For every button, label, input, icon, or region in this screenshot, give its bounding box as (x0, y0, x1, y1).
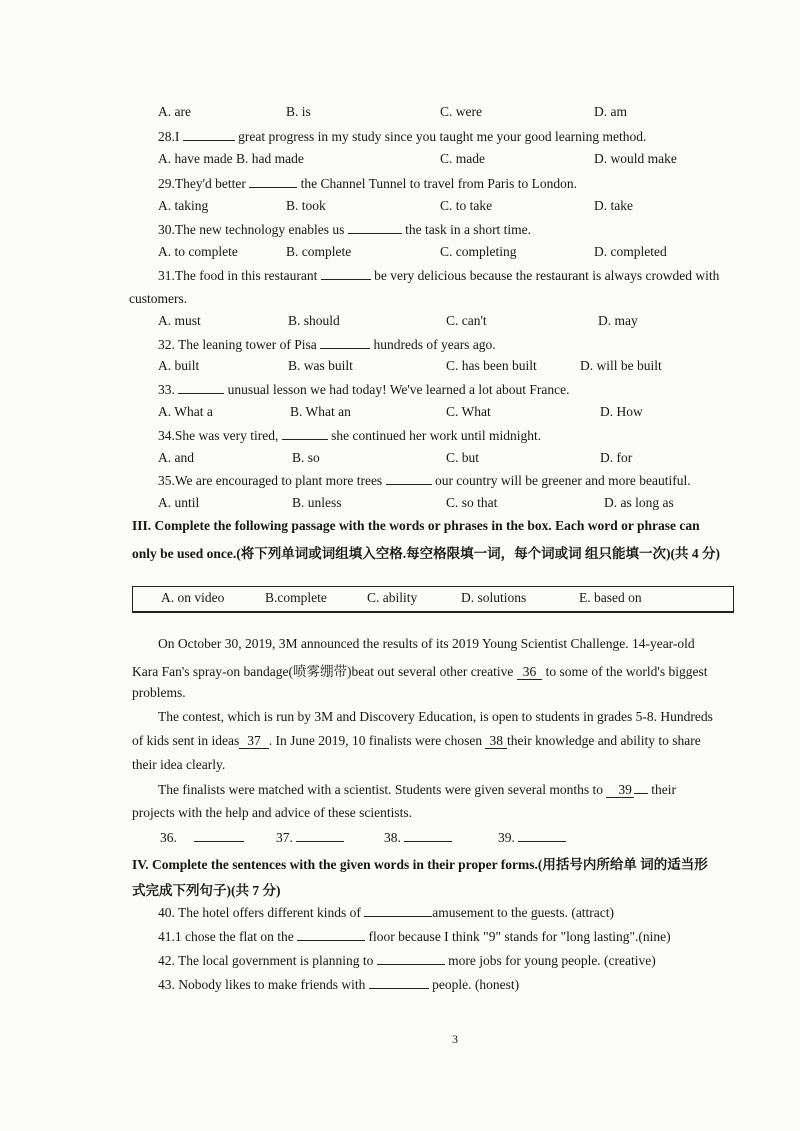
q30-option-d: D. completed (594, 244, 667, 259)
q41-blank (297, 928, 365, 941)
q33-option-d: D. How (600, 404, 643, 419)
blank-38: 38 (485, 733, 507, 749)
passage-p1-line3: problems. (132, 685, 186, 700)
q28-blank (183, 128, 235, 141)
q33-option-b: B. What an (290, 404, 351, 419)
q34-blank (282, 427, 328, 440)
word-box (132, 586, 734, 613)
q32-post: hundreds of years ago. (373, 337, 496, 352)
blank-39-tail (634, 781, 648, 794)
q31-blank (321, 267, 371, 280)
q30-option-c: C. completing (440, 244, 517, 259)
q30-blank (348, 221, 402, 234)
word-box-option-e: E. based on (579, 590, 642, 605)
q35-stem (158, 472, 691, 489)
q35-option-b: B. unless (292, 495, 342, 510)
word-box-option-a: A. on video (161, 590, 225, 605)
q40-pre: 40. The hotel offers different kinds of (158, 905, 361, 920)
section3-heading-line2: only be used once.(将下列单词或词组填入空格.每空格限填一词，每个词或词 组只能填一次)(共 4 分) (132, 546, 720, 561)
q41-post: floor because I think "9" stands for "long lasting".(nine) (368, 929, 671, 944)
q33-blank (178, 381, 224, 394)
q43-pre: 43. Nobody likes to make friends with (158, 977, 366, 992)
word-box-option-c: C. ability (367, 590, 418, 605)
q42-blank (377, 952, 445, 965)
q29-option-a: A. taking (158, 198, 209, 213)
q33-option-c: C. What (446, 404, 491, 419)
answer-39 (498, 829, 566, 846)
q30-option-b: B. complete (286, 244, 352, 259)
q34-option-a: A. and (158, 450, 194, 465)
q31-post: be very delicious because the restaurant is always crowded with (374, 268, 720, 283)
passage-p2-pre: of kids sent in ideas (132, 733, 240, 748)
passage-p2-line1: The contest, which is run by 3M and Discovery Education, is open to students in grades 5-8. Hundreds (158, 709, 713, 724)
q43-post: people. (honest) (432, 977, 520, 992)
answer-39-blank (518, 829, 566, 842)
passage-p2-post: their knowledge and ability to share (506, 733, 701, 748)
q34-option-c: C. but (446, 450, 480, 465)
answer-38-label: 38. (384, 830, 401, 845)
q27-option-a: A. are (158, 104, 191, 119)
q33-stem (158, 381, 570, 398)
passage-p3-line1 (158, 781, 676, 798)
q32-option-b: B. was built (288, 358, 353, 373)
q29-pre: 29.They'd better (158, 176, 246, 191)
q31-pre: 31.The food in this restaurant (158, 268, 318, 283)
q42 (158, 952, 656, 969)
q32-option-d: D. will be built (580, 358, 662, 373)
q43-blank (369, 976, 429, 989)
q28-post: great progress in my study since you taught me your good learning method. (238, 129, 647, 144)
q35-option-d: D. as long as (604, 495, 674, 510)
answer-36-blank (194, 829, 244, 842)
answer-37-blank (296, 829, 344, 842)
q31-option-d: D. may (598, 313, 638, 328)
q27-option-d: D. am (594, 104, 627, 119)
passage-p2-line3: their idea clearly. (132, 757, 226, 772)
q33-option-a: A. What a (158, 404, 213, 419)
q35-post: our country will be greener and more beautiful. (434, 473, 691, 488)
q28-option-c: C. made (440, 151, 485, 166)
q27-option-c: C. were (440, 104, 482, 119)
blank-37: 37 (239, 733, 269, 749)
answer-38-blank (404, 829, 452, 842)
q28-option-ab: A. have made B. had made (158, 151, 304, 166)
q42-pre: 42. The local government is planning to (158, 953, 374, 968)
q32-stem (158, 336, 496, 353)
q31-continuation: customers. (129, 291, 188, 306)
passage-p3-line2: projects with the help and advice of these scientists. (132, 805, 413, 820)
answer-37-label: 37. (276, 830, 293, 845)
q27-option-b: B. is (286, 104, 311, 119)
q28-pre: 28.I (158, 129, 180, 144)
answer-39-label: 39. (498, 830, 515, 845)
q42-post: more jobs for young people. (creative) (448, 953, 656, 968)
word-box-option-b: B.complete (265, 590, 327, 605)
q34-stem (158, 427, 541, 444)
section3-heading-line1: III. Complete the following passage with the words or phrases in the box. Each word or phrase can (132, 518, 700, 533)
q31-option-a: A. must (158, 313, 201, 328)
passage-p2-mid: . In June 2019, 10 finalists were chosen (268, 733, 483, 748)
q34-pre: 34.She was very tired, (158, 428, 279, 443)
q29-option-c: C. to take (440, 198, 493, 213)
q32-blank (320, 336, 370, 349)
q30-pre: 30.The new technology enables us (158, 222, 345, 237)
blank-36: 36 (517, 664, 543, 680)
q34-post: she continued her work until midnight. (331, 428, 542, 443)
q31-stem (158, 267, 719, 284)
passage-p1-line1: On October 30, 2019, 3M announced the results of its 2019 Young Scientist Challenge. 14-year-old (158, 636, 695, 651)
q31-option-c: C. can't (446, 313, 487, 328)
q29-option-d: D. take (594, 198, 633, 213)
q35-pre: 35.We are encouraged to plant more trees (158, 473, 383, 488)
q41-pre: 41.1 chose the flat on the (158, 929, 294, 944)
page-number: 3 (452, 1032, 458, 1046)
answer-36-label: 36. (160, 830, 177, 845)
q32-option-a: A. built (158, 358, 200, 373)
q40 (158, 904, 614, 921)
q40-blank (364, 904, 432, 917)
q43 (158, 976, 519, 993)
q40-post: amusement to the guests. (attract) (432, 905, 615, 920)
q34-option-d: D. for (600, 450, 633, 465)
answer-36 (160, 829, 244, 846)
section4-heading-line2: 式完成下列句子)(共 7 分) (132, 883, 281, 898)
q35-option-a: A. until (158, 495, 200, 510)
passage-p1-pre: Kara Fan's spray-on bandage(喷雾绷带)beat out several other creative (132, 664, 514, 679)
q41 (158, 928, 671, 945)
blank-39: 39 (606, 782, 634, 798)
answer-38 (384, 829, 452, 846)
section4-heading-line1: IV. Complete the sentences with the given words in their proper forms.(用括号内所给单 词的适当形 (132, 857, 708, 872)
q35-option-c: C. so that (446, 495, 498, 510)
q32-pre: 32. The leaning tower of Pisa (158, 337, 317, 352)
word-box-option-d: D. solutions (461, 590, 527, 605)
q29-option-b: B. took (286, 198, 326, 213)
q30-post: the task in a short time. (405, 222, 532, 237)
q29-stem (158, 175, 577, 192)
q32-option-c: C. has been built (446, 358, 537, 373)
passage-p1-post: to some of the world's biggest (545, 664, 708, 679)
passage-p2-line2 (132, 733, 701, 749)
q30-stem (158, 221, 531, 238)
q33-post: unusual lesson we had today! We've learned a lot about France. (227, 382, 570, 397)
q35-blank (386, 472, 432, 485)
q34-option-b: B. so (292, 450, 320, 465)
q31-option-b: B. should (288, 313, 340, 328)
passage-p3-post: their (651, 782, 677, 797)
q29-blank (249, 175, 297, 188)
passage-p1-line2 (132, 660, 707, 680)
passage-p3-pre: The finalists were matched with a scientist. Students were given several months to (158, 782, 604, 797)
q28-option-d: D. would make (594, 151, 677, 166)
q28-stem (158, 128, 646, 145)
q29-post: the Channel Tunnel to travel from Paris to London. (300, 176, 578, 191)
q30-option-a: A. to complete (158, 244, 238, 259)
answer-37 (276, 829, 344, 846)
q33-pre: 33. (158, 382, 175, 397)
